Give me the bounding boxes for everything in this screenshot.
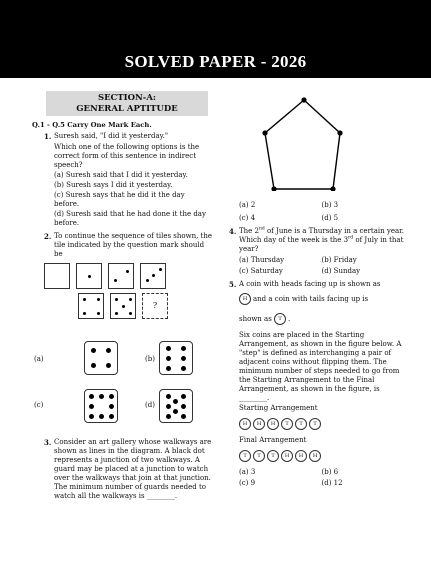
question-stem: H and a coin with tails facing up is (239, 293, 404, 305)
tile-3 (108, 263, 134, 289)
starting-arrangement-label: Starting Arrangement (239, 404, 318, 412)
q5-options-row2 (239, 479, 404, 488)
section-title: SECTION-A: (97, 93, 157, 103)
tails-coin-icon: T (274, 313, 286, 325)
q4-options-row1 (239, 256, 404, 265)
page-title: SOLVED PAPER - 2026 (124, 52, 307, 71)
junction-dot (271, 186, 276, 191)
tails-coin-icon: T (281, 418, 293, 430)
question-5 (229, 280, 404, 488)
tails-coin-icon: T (239, 450, 251, 462)
option-b: (b) 6 (321, 468, 339, 476)
option-c: (c) 9 (239, 479, 256, 487)
tile-4 (140, 263, 166, 289)
question-stem: To continue the sequence of tiles shown, the tile indicated by the question mark should be (54, 232, 213, 258)
tile-2 (76, 263, 102, 289)
question-2 (32, 232, 212, 259)
question-range-heading: Q.1 - Q.5 Carry One Mark Each. (32, 121, 152, 129)
page-header (0, 0, 431, 78)
tile-1 (44, 263, 70, 289)
heads-coin-icon: H (281, 450, 293, 462)
question-stem: shown as T . (239, 315, 291, 323)
option-a: (a) Thursday (239, 256, 285, 264)
q5-options-row1 (239, 468, 404, 477)
question-stem: Which one of the following options is the correct form of this sentence in indirect speech? (54, 143, 200, 169)
option-d: (d) 12 (321, 479, 343, 487)
tile-options (32, 319, 212, 434)
option-a: (a) 2 (239, 201, 256, 209)
question-4 (229, 227, 404, 276)
junction-dot (337, 130, 342, 135)
option-b-label: (b) (145, 355, 155, 363)
option-b: (b) Suresh says I did it yesterday. (54, 181, 173, 189)
q3-options-row1 (229, 201, 404, 210)
section-heading (46, 91, 208, 116)
question-stem: Suresh said, "I did it yesterday." (54, 132, 169, 140)
heads-coin-icon: H (309, 450, 321, 462)
option-b: (b) Friday (321, 256, 357, 264)
option-a-label: (a) (34, 355, 44, 363)
heads-coin-icon: H (239, 418, 251, 430)
tails-coin-icon: T (267, 450, 279, 462)
heads-coin-icon: H (295, 450, 307, 462)
left-column (32, 91, 212, 501)
heads-coin-icon: H (253, 418, 265, 430)
question-number: 4. (229, 227, 237, 236)
walkway-diagram (229, 91, 404, 191)
option-d-label: (d) (145, 401, 155, 409)
question-number: 3. (44, 438, 52, 447)
question-3 (32, 438, 212, 501)
junction-dot (330, 186, 335, 191)
q4-options-row2 (239, 267, 404, 276)
tile-question (142, 293, 168, 319)
option-d-tile (159, 389, 193, 423)
tails-coin-icon: T (309, 418, 321, 430)
tile-5 (78, 293, 104, 319)
tails-coin-icon: T (253, 450, 265, 462)
q3-options-row2 (229, 214, 404, 223)
junction-dot (301, 97, 306, 102)
junction-dot (262, 130, 267, 135)
question-number: 2. (44, 232, 52, 241)
walkway-lines (265, 100, 340, 189)
question-body: Six coins are placed in the Starting Arrangement, as shown in the figure below. A "step" is defined as interchanging a pair of adjacent coins without flipping them. The minimum number of steps needed to go from the Starting Arrangement to the Final Arrangement, as shown in the figure, is ________. (239, 331, 402, 402)
tile-sequence (44, 263, 212, 319)
question-stem: Consider an art gallery whose walkways are shown as lines in the diagram. A black dot represents a junction of two walkways. A guard may be placed at a junction to watch over the walkways that join at that junction. The minimum number of guards needed to watch all the walkways is ________. (54, 438, 212, 500)
question-stem: A coin with heads facing up is shown as (239, 280, 381, 288)
option-d: (d) Suresh said that he had done it the day before. (54, 210, 206, 227)
tails-coin-icon: T (295, 418, 307, 430)
option-d: (d) 5 (321, 214, 339, 222)
question-1 (32, 132, 212, 228)
option-a: (a) Suresh said that I did it yesterday. (54, 171, 188, 179)
option-c: (c) Suresh says that he did it the day before. (54, 191, 185, 208)
right-column (229, 91, 404, 488)
option-c-label: (c) (34, 401, 44, 409)
option-b: (b) 3 (321, 201, 339, 209)
final-arrangement-label: Final Arrangement (239, 436, 307, 444)
heads-coin-icon: H (267, 418, 279, 430)
option-c-tile (84, 389, 118, 423)
question-stem: The 2nd of June is a Thursday in a certain year. Which day of the week is the 3rd of July in that year? (239, 226, 404, 253)
option-a-tile (84, 341, 118, 375)
option-d: (d) Sunday (321, 267, 361, 275)
option-c: (c) 4 (239, 214, 256, 222)
option-a: (a) 3 (239, 468, 256, 476)
tile-6 (110, 293, 136, 319)
question-mark: ? (152, 301, 158, 310)
question-number: 5. (229, 280, 237, 289)
option-c: (c) Saturday (239, 267, 283, 275)
heads-coin-icon: H (239, 293, 251, 305)
section-subtitle: GENERAL APTITUDE (76, 104, 178, 114)
final-arrangement (239, 450, 404, 462)
option-b-tile (159, 341, 193, 375)
question-number: 1. (44, 132, 52, 141)
starting-arrangement (239, 418, 404, 430)
